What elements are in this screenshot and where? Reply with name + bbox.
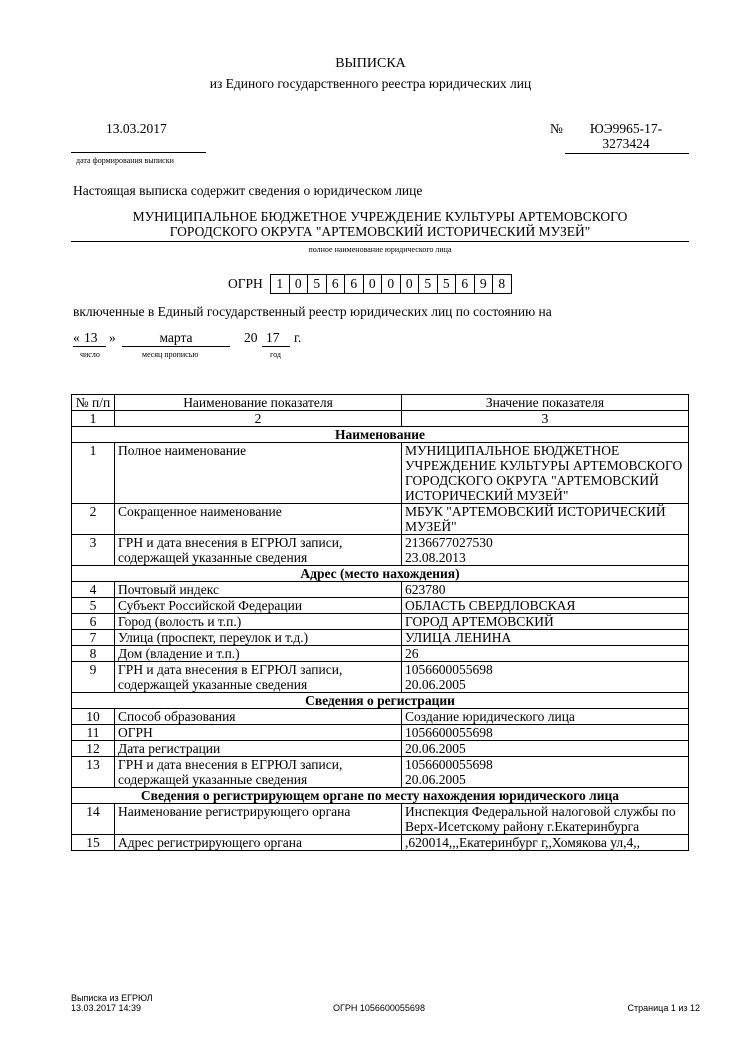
table-row bbox=[72, 804, 689, 835]
row-indicator-name: Способ образования bbox=[115, 709, 402, 725]
row-number: 9 bbox=[72, 662, 115, 693]
row-number: 10 bbox=[72, 709, 115, 725]
document-subtitle: из Единого государственного реестра юридических лиц bbox=[209, 76, 532, 91]
row-number: 4 bbox=[72, 582, 115, 598]
ogrn-digit: 8 bbox=[498, 276, 506, 291]
row-number: 5 bbox=[72, 598, 115, 614]
extract-number-line2: 3273424 bbox=[602, 136, 650, 151]
row-indicator-name: ОГРН bbox=[115, 725, 402, 741]
year-underline bbox=[262, 346, 290, 347]
ogrn-label: ОГРН bbox=[228, 276, 263, 291]
state-date-day: 13 bbox=[84, 330, 98, 345]
date-underline bbox=[71, 152, 206, 153]
section-title: Сведения о регистрирующем органе по месту нахождения юридического лица bbox=[72, 788, 689, 804]
org-full-name-line1: МУНИЦИПАЛЬНОЕ БЮДЖЕТНОЕ УЧРЕЖДЕНИЕ КУЛЬТУРЫ АРТЕМОВСКОГО bbox=[132, 209, 628, 224]
row-indicator-value: УЛИЦА ЛЕНИНА bbox=[402, 630, 689, 646]
row-indicator-name: ГРН и дата внесения в ЕГРЮЛ записи, содержащей указанные сведения bbox=[115, 757, 402, 788]
row-number: 7 bbox=[72, 630, 115, 646]
column-number-2: 2 bbox=[115, 411, 402, 427]
row-indicator-name: Наименование регистрирующего органа bbox=[115, 804, 402, 835]
row-number: 6 bbox=[72, 614, 115, 630]
state-date-month: марта bbox=[159, 330, 193, 345]
row-indicator-value: 1056600055698 20.06.2005 bbox=[402, 757, 689, 788]
number-sign: № bbox=[550, 121, 563, 136]
number-underline bbox=[565, 153, 689, 154]
row-indicator-name: Почтовый индекс bbox=[115, 582, 402, 598]
table-row bbox=[72, 709, 689, 725]
day-underline bbox=[73, 346, 106, 347]
table-row bbox=[72, 598, 689, 614]
org-name-underline bbox=[71, 241, 689, 242]
table-row bbox=[72, 835, 689, 851]
row-indicator-name: ГРН и дата внесения в ЕГРЮЛ записи, содержащей указанные сведения bbox=[115, 662, 402, 693]
ogrn-digit-boxes bbox=[270, 274, 512, 294]
row-number: 8 bbox=[72, 646, 115, 662]
ogrn-digit: 0 bbox=[401, 275, 420, 293]
section-header-row bbox=[72, 788, 689, 804]
section-header-row bbox=[72, 566, 689, 582]
table-row bbox=[72, 535, 689, 566]
ogrn-digit: 1 bbox=[271, 275, 290, 293]
ogrn-digit: 5 bbox=[308, 275, 327, 293]
row-number: 11 bbox=[72, 725, 115, 741]
row-indicator-name: Дом (владение и т.п.) bbox=[115, 646, 402, 662]
table-header-row bbox=[72, 395, 689, 411]
ogrn-digit: 9 bbox=[475, 275, 494, 293]
day-caption: число bbox=[80, 350, 100, 359]
table-row bbox=[72, 741, 689, 757]
row-indicator-value: 20.06.2005 bbox=[402, 741, 689, 757]
table-row bbox=[72, 725, 689, 741]
row-indicator-value: 623780 bbox=[402, 582, 689, 598]
table-row bbox=[72, 646, 689, 662]
row-indicator-name: Город (волость и т.п.) bbox=[115, 614, 402, 630]
section-title: Сведения о регистрации bbox=[72, 693, 689, 709]
month-underline bbox=[122, 346, 230, 347]
extract-date: 13.03.2017 bbox=[106, 121, 167, 136]
row-number: 2 bbox=[72, 504, 115, 535]
header-indicator-value: Значение показателя bbox=[402, 395, 689, 411]
org-name-caption: полное наименование юридического лица bbox=[308, 245, 452, 254]
footer-ogrn: ОГРН 1056600055698 bbox=[333, 1003, 425, 1013]
row-indicator-value: 26 bbox=[402, 646, 689, 662]
table-row bbox=[72, 662, 689, 693]
date-open-quote: « bbox=[73, 330, 80, 345]
row-indicator-value: Инспекция Федеральной налоговой службы по Верх-Исетскому району г.Екатеринбурга bbox=[402, 804, 689, 835]
footer-page-number: Страница 1 из 12 bbox=[627, 1003, 700, 1013]
row-indicator-value: 1056600055698 bbox=[402, 725, 689, 741]
row-indicator-name: Дата регистрации bbox=[115, 741, 402, 757]
row-number: 3 bbox=[72, 535, 115, 566]
table-row bbox=[72, 630, 689, 646]
section-header-row bbox=[72, 427, 689, 443]
row-indicator-name: Улица (проспект, переулок и т.д.) bbox=[115, 630, 402, 646]
section-header-row bbox=[72, 693, 689, 709]
row-number: 12 bbox=[72, 741, 115, 757]
included-text: включенные в Единый государственный реестр юридических лиц по состоянию на bbox=[73, 304, 552, 319]
row-indicator-value: 2136677027530 23.08.2013 bbox=[402, 535, 689, 566]
ogrn-digit: 5 bbox=[438, 275, 457, 293]
table-row bbox=[72, 582, 689, 598]
section-title: Наименование bbox=[72, 427, 689, 443]
table-row bbox=[72, 757, 689, 788]
ogrn-digit: 5 bbox=[419, 275, 438, 293]
ogrn-digit: 6 bbox=[327, 275, 346, 293]
row-indicator-value: ,620014,,,Екатеринбург г,,Хомякова ул,4,, bbox=[402, 835, 689, 851]
row-indicator-name: Сокращенное наименование bbox=[115, 504, 402, 535]
table-sections bbox=[72, 427, 689, 851]
row-number: 13 bbox=[72, 757, 115, 788]
table-row bbox=[72, 504, 689, 535]
document-title: ВЫПИСКА bbox=[335, 56, 406, 71]
extract-number-line1: ЮЭ9965-17- bbox=[589, 121, 663, 136]
row-indicator-name: Субъект Российской Федерации bbox=[115, 598, 402, 614]
row-number: 14 bbox=[72, 804, 115, 835]
column-number-3: 3 bbox=[402, 411, 689, 427]
state-date-year-prefix: 20 bbox=[244, 330, 258, 345]
ogrn-digit: 6 bbox=[345, 275, 364, 293]
header-indicator-name: Наименование показателя bbox=[115, 395, 402, 411]
row-indicator-value: Создание юридического лица bbox=[402, 709, 689, 725]
row-indicator-value: МБУК "АРТЕМОВСКИЙ ИСТОРИЧЕСКИЙ МУЗЕЙ" bbox=[402, 504, 689, 535]
row-indicator-value: МУНИЦИПАЛЬНОЕ БЮДЖЕТНОЕ УЧРЕЖДЕНИЕ КУЛЬТУРЫ АРТЕМОВСКОГО ГОРОДСКОГО ОКРУГА "АРТЕМОВСКИЙ ИСТОРИЧЕСКИЙ МУЗЕЙ" bbox=[402, 443, 689, 504]
row-indicator-value: 1056600055698 20.06.2005 bbox=[402, 662, 689, 693]
row-indicator-name: ГРН и дата внесения в ЕГРЮЛ записи, содержащей указанные сведения bbox=[115, 535, 402, 566]
row-indicator-value: ОБЛАСТЬ СВЕРДЛОВСКАЯ bbox=[402, 598, 689, 614]
intro-text: Настоящая выписка содержит сведения о юридическом лице bbox=[73, 183, 423, 198]
ogrn-digit: 0 bbox=[290, 275, 309, 293]
column-number-1: 1 bbox=[72, 411, 115, 427]
table-row bbox=[72, 614, 689, 630]
egrul-data-table bbox=[71, 394, 689, 851]
state-date-year-unit: г. bbox=[294, 330, 302, 345]
header-number: № п/п bbox=[72, 395, 115, 411]
row-indicator-name: Адрес регистрирующего органа bbox=[115, 835, 402, 851]
row-number: 1 bbox=[72, 443, 115, 504]
date-caption: дата формирования выписки bbox=[76, 156, 174, 165]
row-indicator-value: ГОРОД АРТЕМОВСКИЙ bbox=[402, 614, 689, 630]
month-caption: месяц прописью bbox=[142, 350, 199, 359]
org-full-name-line2: ГОРОДСКОГО ОКРУГА "АРТЕМОВСКИЙ ИСТОРИЧЕСКИЙ МУЗЕЙ" bbox=[169, 224, 591, 239]
row-indicator-name: Полное наименование bbox=[115, 443, 402, 504]
section-title: Адрес (место нахождения) bbox=[72, 566, 689, 582]
footer-left-line2: 13.03.2017 14:39 bbox=[71, 1003, 142, 1013]
table-column-numbers-row bbox=[72, 411, 689, 427]
table-row bbox=[72, 443, 689, 504]
footer-left-line1: Выписка из ЕГРЮЛ bbox=[71, 993, 153, 1003]
ogrn-digit: 6 bbox=[456, 275, 475, 293]
year-caption: год bbox=[270, 350, 281, 359]
row-number: 15 bbox=[72, 835, 115, 851]
state-date-year-suffix: 17 bbox=[266, 330, 280, 345]
ogrn-digit: 0 bbox=[364, 275, 383, 293]
ogrn-digit: 0 bbox=[382, 275, 401, 293]
date-close-quote: » bbox=[109, 330, 116, 345]
